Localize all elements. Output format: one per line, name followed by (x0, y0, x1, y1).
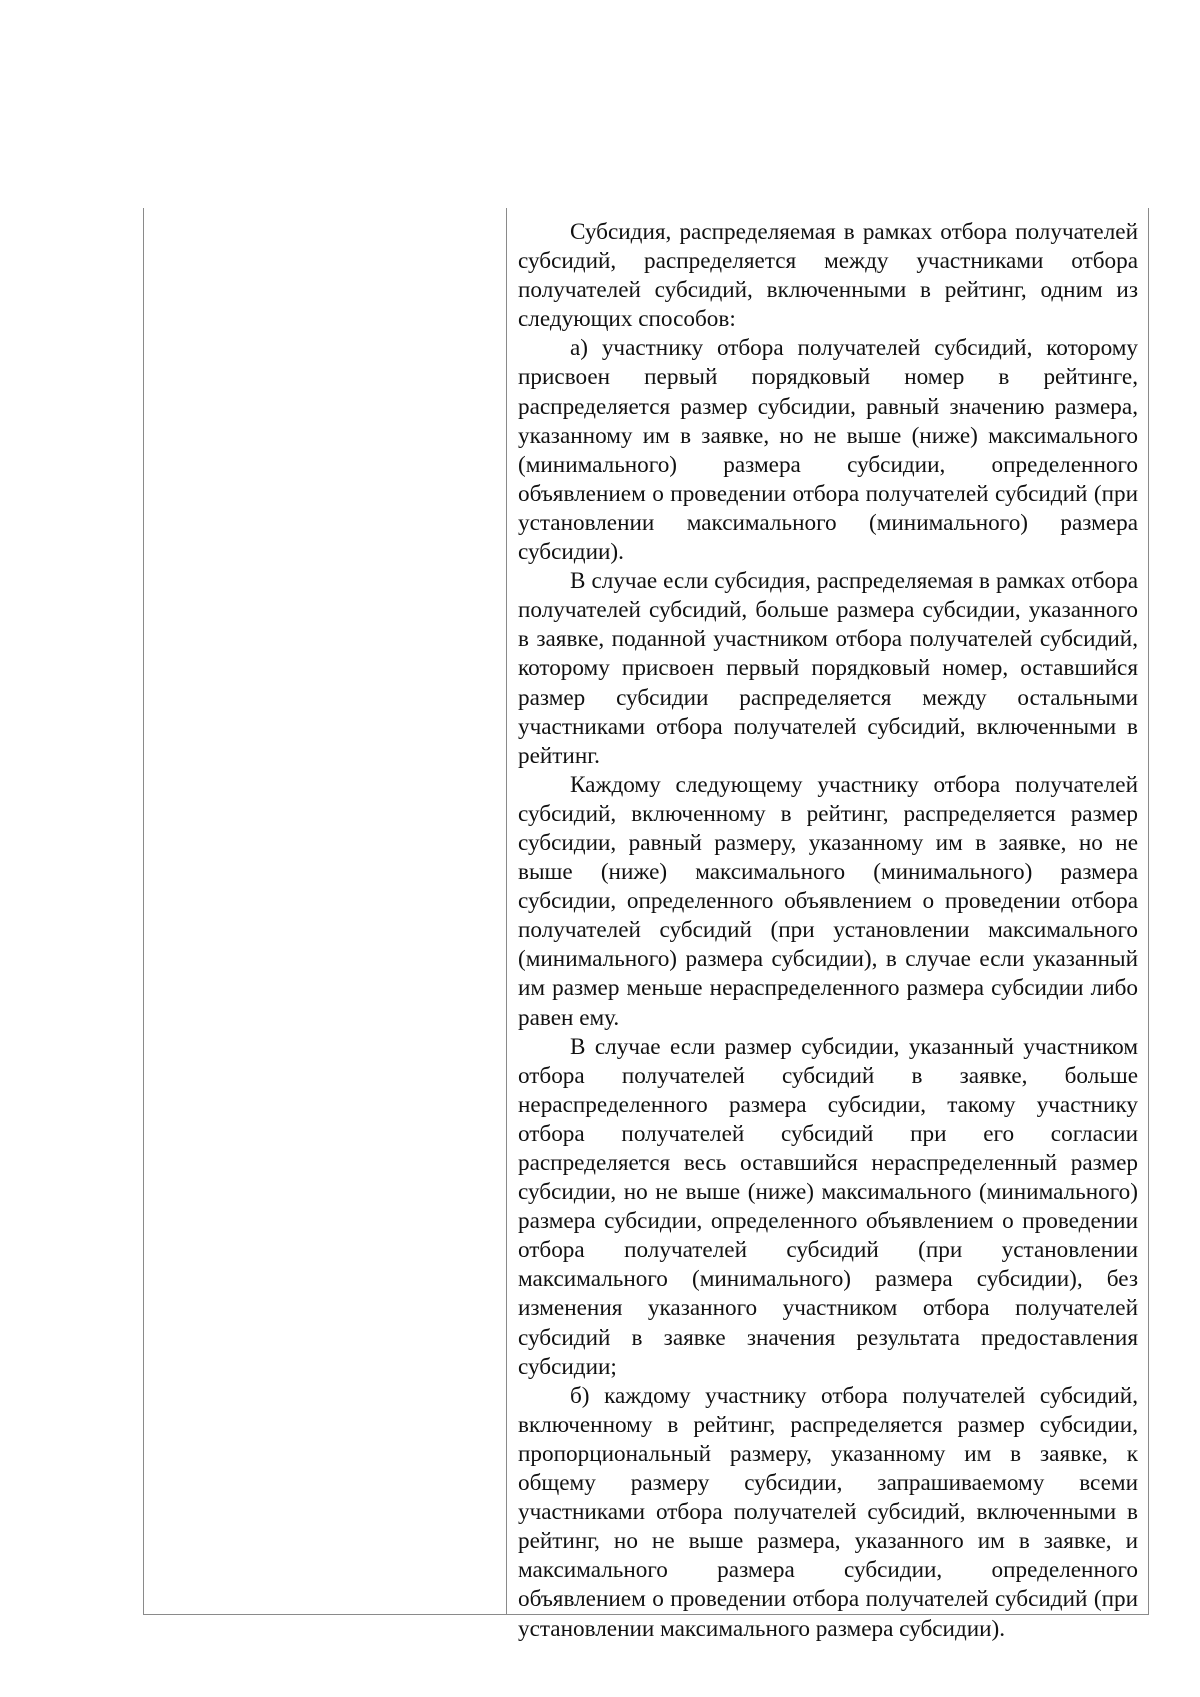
table-cell-left (143, 208, 507, 1614)
paragraph-exceeding-request: В случае если размер субсидии, указанный участником отбора получателей субсидий в заявке, больше нераспределенного размера субсидии, такому участнику отбора получателей субсидий при его согласии распределяется весь оставшийся нераспределенный размер субсидии, но не выше (ниже) максимального (минимального) размера субсидии, определенного объявлением о проведении отбора получателей субсидий (при установлении максимального (минимального) размера субсидии), без изменения указанного участником отбора получателей субсидий в заявке значения результата предоставления субсидии; (518, 1033, 1138, 1380)
paragraph-next-participant: Каждому следующему участнику отбора получателей субсидий, включенному в рейтинг, распределяется размер субсидии, равный размеру, указанному им в заявке, но не выше (ниже) максимального (минимального) размера субсидии, определенного объявлением о проведении отбора получателей субсидий (при установлении максимального (минимального) размера субсидии), в случае если указанный им размер меньше нераспределенного размера субсидии либо равен ему. (518, 771, 1138, 1031)
paragraph-method-a: а) участнику отбора получателей субсидий, которому присвоен первый порядковый номер в рейтинге, распределяется размер субсидии, равный значению размера, указанному им в заявке, но не выше (ниже) максимального (минимального) размера субсидии, определенного объявлением о проведении отбора получателей субсидий (при установлении максимального (минимального) размера субсидии). (518, 335, 1138, 566)
table-cell-right (507, 208, 1149, 1642)
paragraph-method-b: б) каждому участнику отбора получателей субсидий, включенному в рейтинг, распределяется размер субсидии, пропорциональный размеру, указанному им в заявке, к общему размеру субсидии, запрашиваемому всеми участниками отбора получателей субсидий, включенными в рейтинг, но не выше размера, указанного им в заявке, и максимального размера субсидии, определенного объявлением о проведении отбора получателей субсидий (при установлении максимального размера субсидии). (518, 1382, 1138, 1642)
paragraph-remaining-subsidy: В случае если субсидия, распределяемая в рамках отбора получателей субсидий, больше размера субсидии, указанного в заявке, поданной участником отбора получателей субсидий, которому присвоен первый порядковый номер, оставшийся размер субсидии распределяется между остальными участниками отбора получателей субсидий, включенными в рейтинг. (518, 568, 1138, 769)
document-table (143, 208, 1149, 1642)
paragraph-subsidy-distribution-intro: Субсидия, распределяемая в рамках отбора получателей субсидий, распределяется между участниками отбора получателей субсидий, включенными в рейтинг, одним из следующих способов: (518, 219, 1138, 333)
